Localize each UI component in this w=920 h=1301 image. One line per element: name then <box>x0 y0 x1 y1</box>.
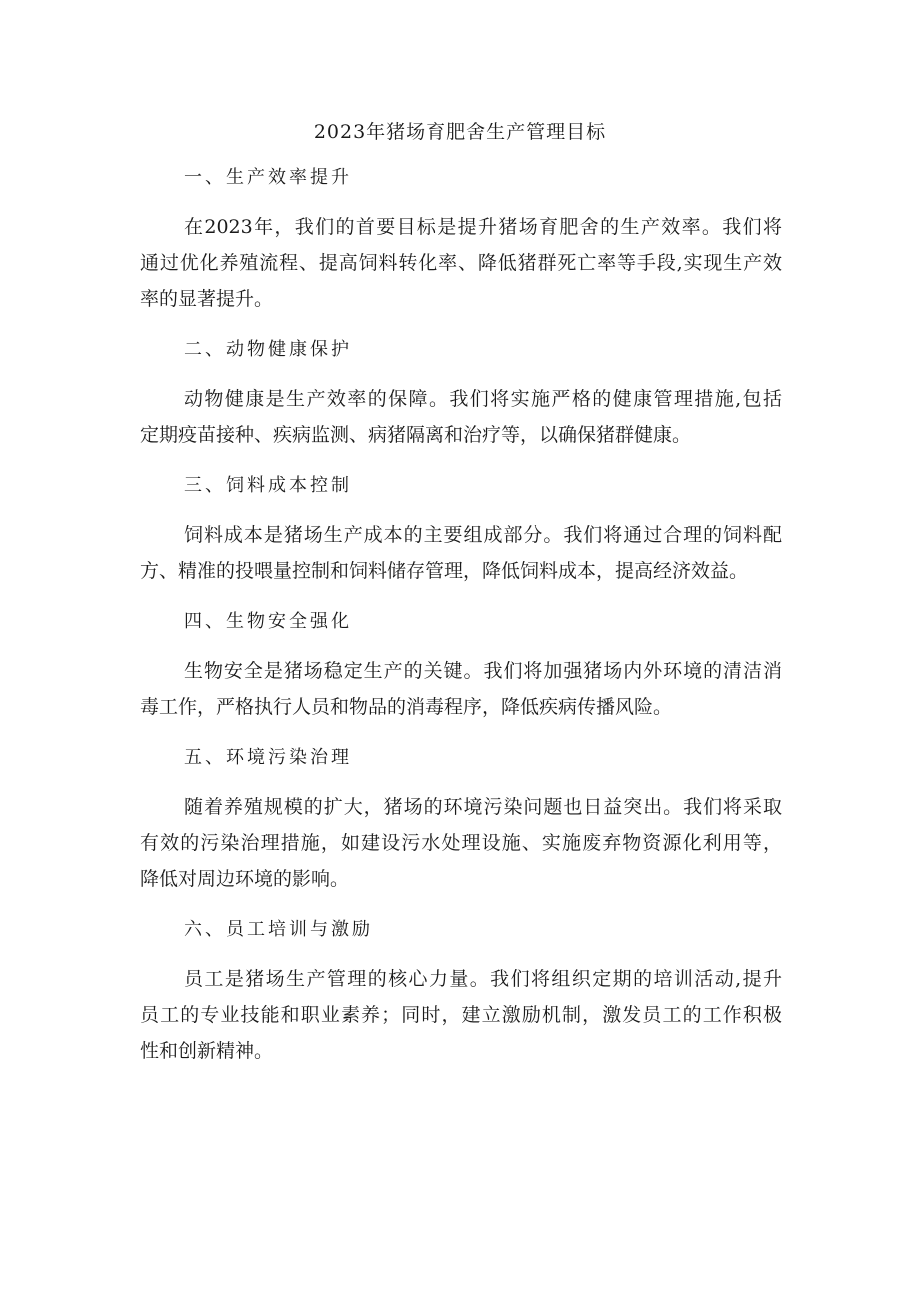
section-heading-1: 一、生产效率提升 <box>184 167 352 188</box>
paragraph-line: 通过优化养殖流程、提高饲料转化率、降低猪群死亡率等手段,实现生产效 <box>140 252 782 274</box>
paragraph-line: 饲料成本是猪场生产成本的主要组成部分。我们将通过合理的饲料配 <box>184 524 782 546</box>
paragraph-line: 有效的污染治理措施，如建设污水处理设施、实施废弃物资源化利用等， <box>140 832 782 854</box>
section-heading-3: 三、饲料成本控制 <box>184 475 352 496</box>
paragraph-line: 毒工作，严格执行人员和物品的消毒程序，降低疾病传播风险。 <box>140 696 673 718</box>
paragraph-line: 降低对周边环境的影响。 <box>140 868 350 890</box>
section-heading-5: 五、环境污染治理 <box>184 747 352 768</box>
paragraph-line: 定期疫苗接种、疾病监测、病猪隔离和治疗等，以确保猪群健康。 <box>140 424 692 446</box>
section-heading-4: 四、生物安全强化 <box>184 611 352 632</box>
section-paragraph-5 <box>140 789 782 897</box>
section-paragraph-1 <box>140 209 782 317</box>
section-paragraph-6 <box>140 961 782 1069</box>
paragraph-line: 在2023年，我们的首要目标是提升猪场育肥舍的生产效率。我们将 <box>184 216 782 238</box>
paragraph-line: 动物健康是生产效率的保障。我们将实施严格的健康管理措施,包括 <box>184 388 782 410</box>
paragraph-line: 生物安全是猪场稳定生产的关键。我们将加强猪场内外环境的清洁消 <box>184 660 782 682</box>
section-paragraph-4 <box>140 653 782 725</box>
paragraph-line: 员工是猪场生产管理的核心力量。我们将组织定期的培训活动,提升 <box>184 968 782 990</box>
section-heading-2: 二、动物健康保护 <box>184 339 352 360</box>
section-heading-6: 六、员工培训与激励 <box>184 919 373 940</box>
paragraph-line: 方、精准的投喂量控制和饲料储存管理，降低饲料成本，提高经济效益。 <box>140 560 749 582</box>
section-paragraph-3 <box>140 517 782 589</box>
paragraph-line: 随着养殖规模的扩大，猪场的环境污染问题也日益突出。我们将采取 <box>184 796 782 818</box>
document-title: 2023年猪场育肥舍生产管理目标 <box>313 121 607 143</box>
section-paragraph-2 <box>140 381 782 453</box>
paragraph-line: 率的显著提升。 <box>140 288 274 310</box>
paragraph-line: 员工的专业技能和职业素养；同时，建立激励机制，激发员工的工作积极 <box>140 1004 782 1026</box>
document-body <box>140 164 782 1088</box>
paragraph-line: 性和创新精神。 <box>140 1040 274 1062</box>
